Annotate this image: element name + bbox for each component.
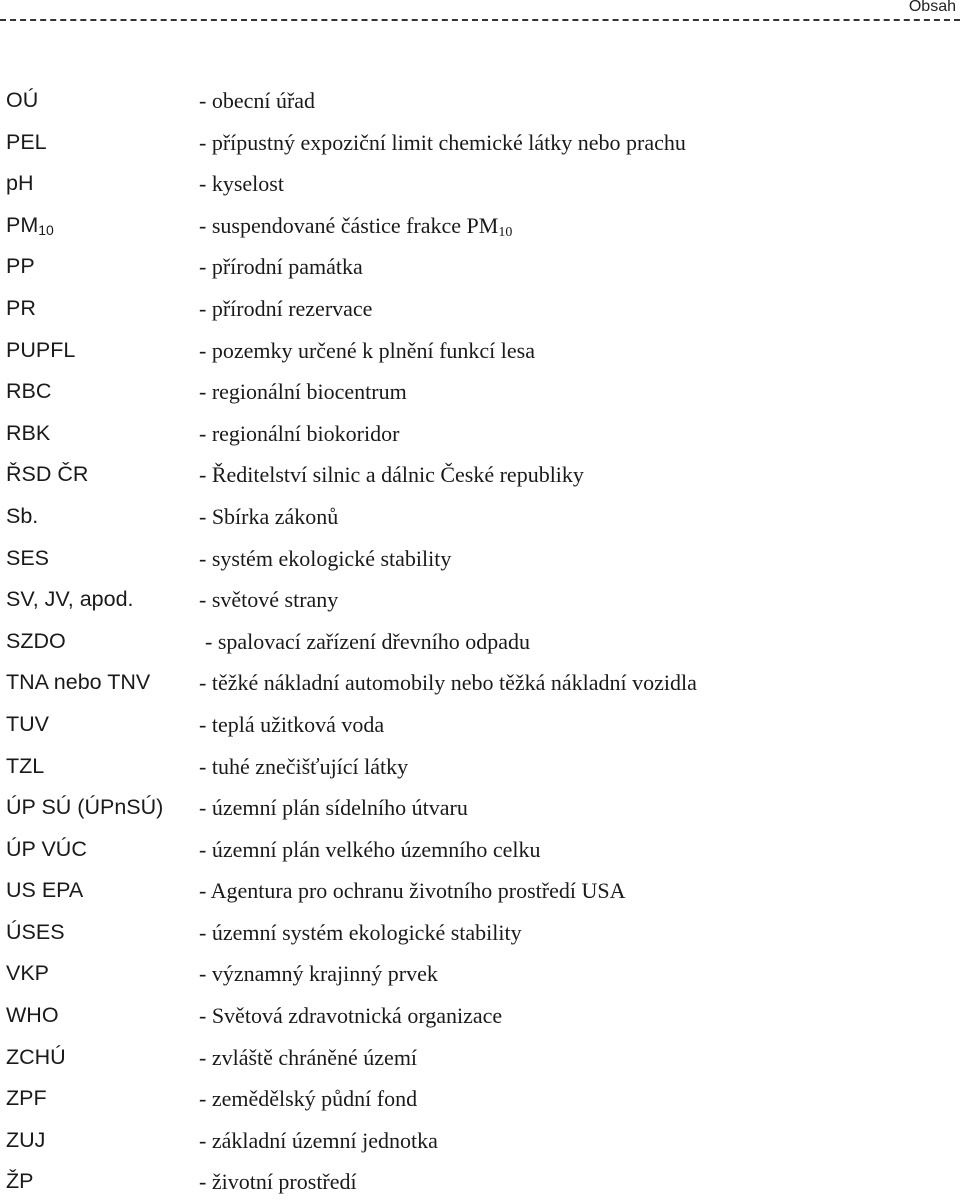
abbreviation-term: VKP (6, 961, 50, 986)
abbreviation-term (6, 205, 54, 247)
abbreviation-term: ÚP VÚC (6, 836, 87, 861)
abbreviation-term: PEL (6, 129, 47, 154)
abbreviation-row (0, 122, 960, 164)
term-subscript: 10 (38, 221, 54, 238)
abbreviation-term: ŘSD ČR (6, 462, 89, 487)
abbreviation-term: SES (6, 545, 50, 570)
abbreviation-row (0, 80, 960, 122)
abbreviation-term: ZPF (6, 1086, 47, 1111)
abbreviation-row (0, 662, 960, 704)
abbreviation-row (0, 704, 960, 746)
abbreviation-definition: - Agentura pro ochranu životního prostředí USA (199, 878, 626, 904)
abbreviation-definition: - systém ekologické stability (199, 545, 452, 571)
abbreviation-row (0, 870, 960, 912)
abbreviation-row (0, 163, 960, 205)
abbreviation-term: Sb. (6, 503, 39, 528)
abbreviation-definition: - přírodní rezervace (199, 295, 373, 321)
abbreviation-term: RBC (6, 379, 52, 404)
abbreviation-row (0, 995, 960, 1037)
definition-text: - suspendované částice frakce PM (199, 212, 499, 238)
abbreviation-row (0, 912, 960, 954)
abbreviation-row (0, 288, 960, 330)
abbreviation-definition: - významný krajinný prvek (199, 961, 438, 987)
abbreviation-row (0, 496, 960, 538)
abbreviation-definition: - zemědělský půdní fond (199, 1086, 418, 1112)
abbreviation-row (0, 621, 960, 663)
page-header (0, 0, 960, 24)
abbreviation-term: RBK (6, 420, 51, 445)
abbreviation-term: ÚSES (6, 919, 65, 944)
abbreviation-definition: - přírodní památka (199, 254, 363, 280)
abbreviation-term: ÚP SÚ (ÚPnSÚ) (6, 795, 164, 820)
abbreviation-definition: - Ředitelství silnic a dálnic České republiky (199, 462, 584, 488)
abbreviation-definition: - základní územní jednotka (199, 1127, 438, 1153)
header-dashed-rule (0, 19, 960, 21)
contents-link[interactable]: Obsah (903, 0, 956, 16)
abbreviation-list (0, 80, 960, 1203)
abbreviation-row (0, 205, 960, 247)
abbreviation-row (0, 746, 960, 788)
abbreviation-row (0, 246, 960, 288)
abbreviation-definition (199, 205, 512, 247)
abbreviation-term: PR (6, 295, 36, 320)
abbreviation-definition: - těžké nákladní automobily nebo těžká nákladní vozidla (199, 670, 697, 696)
abbreviation-term: OÚ (6, 88, 39, 112)
abbreviation-term: ŽP (6, 1169, 34, 1194)
abbreviation-definition: - spalovací zařízení dřevního odpadu (205, 628, 530, 654)
abbreviation-definition: - pozemky určené k plnění funkcí lesa (199, 337, 535, 363)
abbreviation-definition: - územní plán sídelního útvaru (199, 795, 468, 821)
abbreviation-term: TNA nebo TNV (6, 670, 151, 695)
abbreviation-definition: - územní systém ekologické stability (199, 919, 522, 945)
abbreviation-row (0, 538, 960, 580)
abbreviation-term: pH (6, 171, 34, 196)
abbreviation-term: WHO (6, 1003, 59, 1028)
abbreviation-row (0, 454, 960, 496)
abbreviation-definition: - regionální biokoridor (199, 420, 400, 446)
abbreviation-definition: - tuhé znečišťující látky (199, 753, 409, 779)
abbreviation-term: PUPFL (6, 337, 76, 362)
abbreviation-definition: - zvláště chráněné území (199, 1044, 418, 1070)
abbreviation-row (0, 1078, 960, 1120)
definition-subscript: 10 (498, 224, 513, 240)
abbreviation-term: TUV (6, 711, 49, 736)
abbreviation-definition: - územní plán velkého územního celku (199, 836, 541, 862)
abbreviation-row (0, 579, 960, 621)
abbreviation-row (0, 371, 960, 413)
abbreviation-row (0, 953, 960, 995)
term-text: PM (6, 212, 39, 237)
abbreviation-row (0, 1161, 960, 1203)
abbreviation-row (0, 413, 960, 455)
abbreviation-definition: - světové strany (199, 587, 339, 613)
abbreviation-term: SV, JV, apod. (6, 587, 134, 612)
abbreviation-row (0, 330, 960, 372)
abbreviation-row (0, 787, 960, 829)
abbreviation-term: US EPA (6, 878, 84, 903)
abbreviation-definition: - teplá užitková voda (199, 711, 385, 737)
abbreviation-term: ZCHÚ (6, 1044, 66, 1069)
abbreviation-term: PP (6, 254, 35, 279)
abbreviation-row (0, 1037, 960, 1079)
abbreviation-definition: - Sbírka zákonů (199, 503, 339, 529)
abbreviation-term: TZL (6, 753, 45, 778)
abbreviation-definition: - kyselost (199, 171, 284, 197)
abbreviation-row (0, 1120, 960, 1162)
abbreviation-definition: - životní prostředí (199, 1169, 357, 1195)
abbreviation-term: SZDO (6, 628, 66, 653)
abbreviation-term: ZUJ (6, 1127, 46, 1152)
abbreviation-row (0, 829, 960, 871)
abbreviation-definition: - obecní úřad (199, 88, 316, 113)
abbreviation-definition: - regionální biocentrum (199, 379, 407, 405)
abbreviation-definition: - Světová zdravotnická organizace (199, 1003, 503, 1029)
abbreviation-definition: - přípustný expoziční limit chemické látky nebo prachu (199, 129, 686, 155)
